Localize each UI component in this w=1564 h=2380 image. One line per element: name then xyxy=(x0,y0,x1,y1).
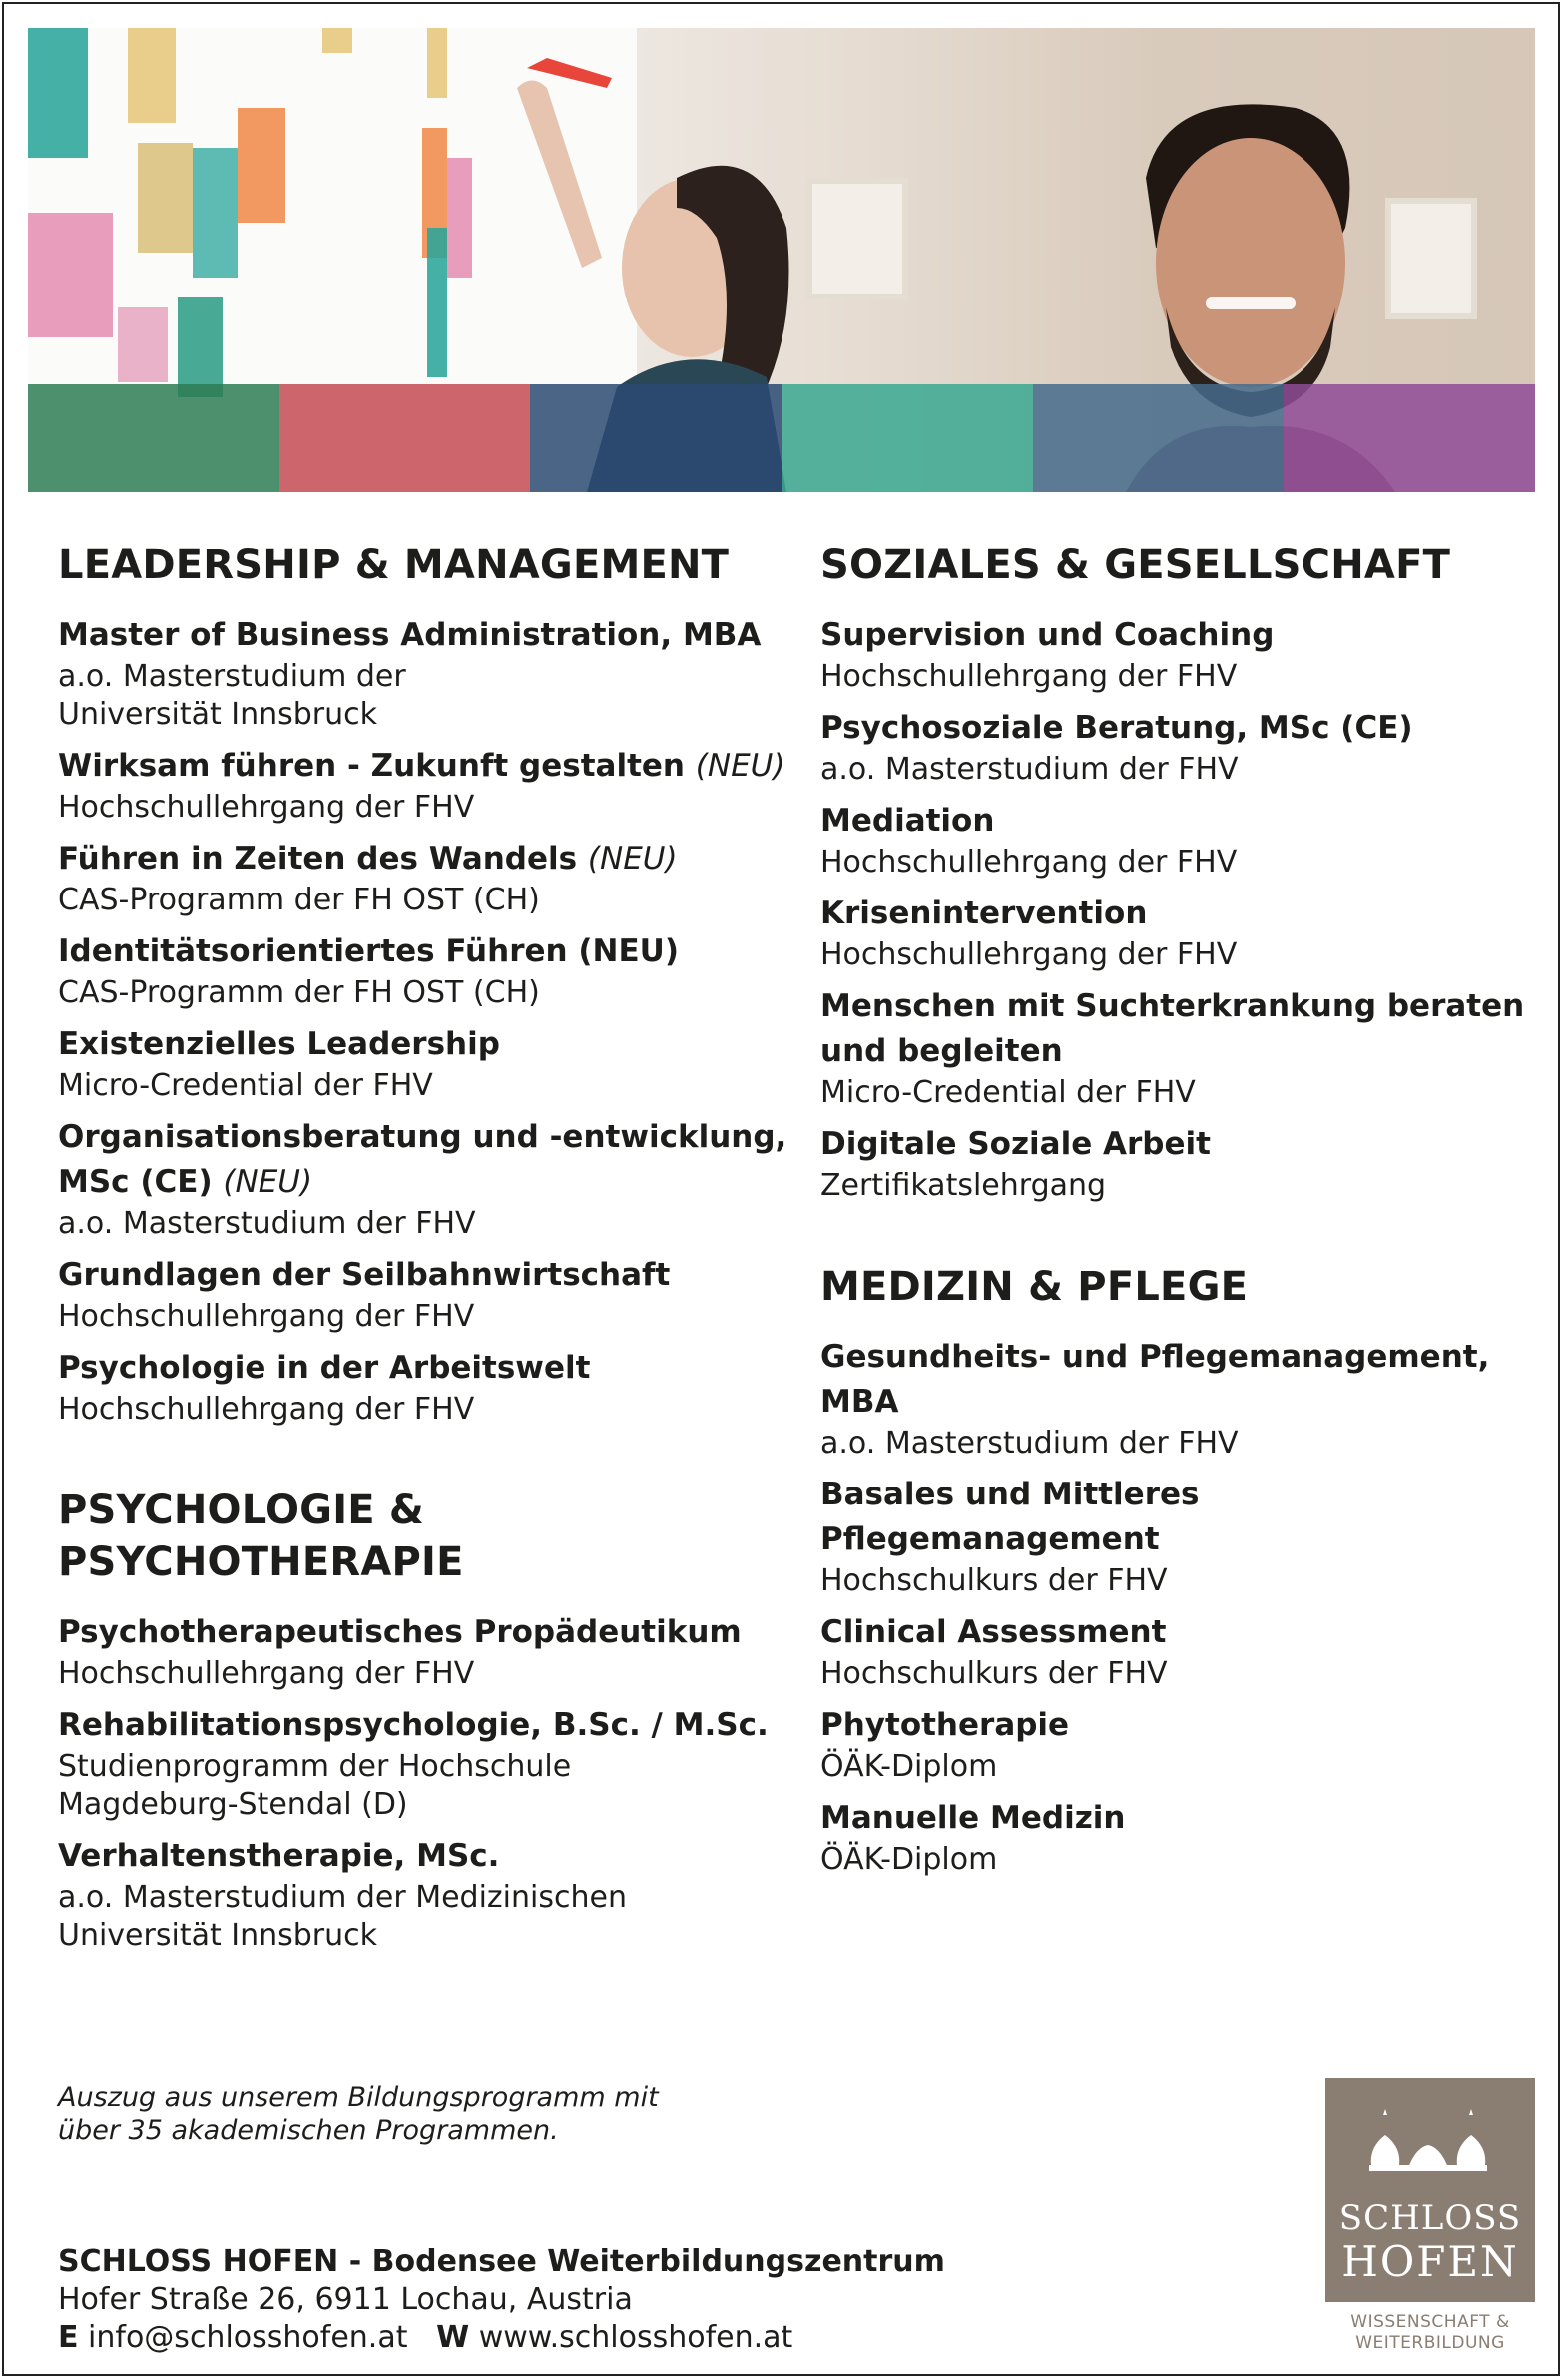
program-item xyxy=(820,613,1539,696)
program-title-text: Identitätsorientiertes Führen (NEU) xyxy=(58,933,679,969)
program-title xyxy=(58,613,796,658)
program-description: Studienprogramm der Hochschule xyxy=(58,1749,572,1784)
program-description: Micro-Credential der FHV xyxy=(58,1068,433,1103)
program-description: Hochschullehrgang der FHV xyxy=(58,1656,475,1691)
program-description: a.o. Masterstudium der xyxy=(58,659,406,694)
program-title xyxy=(58,1115,796,1205)
program-title xyxy=(820,1122,1539,1167)
program-title-text: Psychotherapeutisches Propädeutikum xyxy=(58,1614,742,1650)
program-description: CAS-Programm der FH OST (CH) xyxy=(58,883,540,917)
program-item xyxy=(58,613,796,734)
program-item xyxy=(820,706,1539,789)
program-section xyxy=(820,1261,1539,1879)
program-title-text: Organisationsberatung und -entwicklung, MSc (CE) xyxy=(58,1119,787,1200)
sticky-note xyxy=(28,28,88,158)
program-item xyxy=(58,1703,796,1824)
program-title-text: Psychologie in der Arbeitswelt xyxy=(58,1350,591,1386)
program-title xyxy=(58,1610,796,1655)
program-title-text: Psychosoziale Beratung, MSc (CE) xyxy=(820,710,1413,746)
program-title xyxy=(820,984,1539,1074)
program-section xyxy=(58,1485,796,1955)
sticky-note xyxy=(193,148,238,278)
program-description: a.o. Masterstudium der FHV xyxy=(820,1426,1239,1461)
left-column xyxy=(58,539,796,1965)
program-description: ÖÄK-Diplom xyxy=(820,1842,998,1877)
stripe-green xyxy=(28,384,279,492)
program-title xyxy=(820,613,1539,658)
program-title-text: Verhaltenstherapie, MSc. xyxy=(58,1838,500,1874)
program-item xyxy=(58,1610,796,1693)
program-description: Universität Innsbruck xyxy=(58,1918,378,1953)
sticky-note xyxy=(322,28,352,53)
sticky-note xyxy=(178,298,223,397)
web-label: W xyxy=(436,2320,470,2355)
sticky-note xyxy=(427,228,447,377)
program-title xyxy=(58,1834,796,1879)
footnote-line: über 35 akademischen Programmen. xyxy=(58,2115,559,2146)
program-item xyxy=(58,1115,796,1243)
program-title xyxy=(58,929,796,974)
section-title: SOZIALES & GESELLSCHAFT xyxy=(820,542,1451,588)
program-title xyxy=(58,1346,796,1391)
program-title-text: Digitale Soziale Arbeit xyxy=(820,1126,1211,1162)
program-item xyxy=(58,1346,796,1429)
contact-title: SCHLOSS HOFEN - Bodensee Weiterbildungszentrum xyxy=(58,2244,945,2279)
stripe-blue2 xyxy=(1033,384,1285,492)
email-label: E xyxy=(58,2320,79,2355)
program-title-text: Krisenintervention xyxy=(820,895,1148,931)
program-title-text: Wirksam führen - Zukunft gestalten xyxy=(58,748,685,784)
program-item xyxy=(58,1834,796,1955)
schloss-hofen-logo xyxy=(1325,2078,1535,2302)
logo-line-1: SCHLOSS xyxy=(1338,2198,1522,2238)
program-item xyxy=(820,1796,1539,1879)
logo-tagline-1: WISSENSCHAFT & xyxy=(1350,2312,1510,2332)
right-column xyxy=(820,539,1539,1889)
program-title xyxy=(820,1335,1539,1425)
new-badge: (NEU) xyxy=(695,748,785,784)
section-title: LEADERSHIP & MANAGEMENT xyxy=(58,542,730,588)
program-title-text: Menschen mit Suchterkrankung beraten und begleiten xyxy=(820,988,1525,1069)
program-title xyxy=(820,1473,1539,1562)
program-description: Magdeburg-Stendal (D) xyxy=(58,1787,408,1822)
contact-block xyxy=(58,2243,1056,2357)
program-description: a.o. Masterstudium der FHV xyxy=(820,752,1239,787)
program-description: CAS-Programm der FH OST (CH) xyxy=(58,975,540,1010)
section-title: PSYCHOLOGIE & PSYCHOTHERAPIE xyxy=(58,1488,464,1585)
footnote-line: Auszug aus unserem Bildungsprogramm mit xyxy=(58,2082,659,2113)
program-item xyxy=(820,1610,1539,1693)
program-title-text: Rehabilitationspsychologie, B.Sc. / M.Sc. xyxy=(58,1707,769,1743)
program-item xyxy=(820,1122,1539,1205)
web-link[interactable]: www.schlosshofen.at xyxy=(478,2320,793,2355)
program-section xyxy=(820,539,1539,1205)
hero-image xyxy=(28,28,1535,492)
new-badge: (NEU) xyxy=(223,1164,313,1200)
sticky-note xyxy=(128,28,176,123)
program-item xyxy=(820,799,1539,882)
program-title xyxy=(820,1703,1539,1748)
program-title xyxy=(820,706,1539,751)
program-title xyxy=(58,1253,796,1298)
program-title xyxy=(820,799,1539,844)
program-description: Hochschullehrgang der FHV xyxy=(820,937,1238,972)
program-description: Hochschullehrgang der FHV xyxy=(58,1392,475,1427)
program-item xyxy=(58,837,796,919)
program-item xyxy=(58,929,796,1012)
contact-links xyxy=(58,2319,1056,2357)
stripe-red xyxy=(279,384,531,492)
program-description: Hochschulkurs der FHV xyxy=(820,1563,1168,1598)
program-title xyxy=(820,1610,1539,1655)
program-title-text: Master of Business Administration, MBA xyxy=(58,617,762,653)
program-item xyxy=(58,1253,796,1336)
sticky-note xyxy=(28,213,113,337)
logo-line-2: HOFEN xyxy=(1341,2237,1519,2286)
program-item xyxy=(820,892,1539,974)
email-link[interactable]: info@schlosshofen.at xyxy=(88,2320,408,2355)
program-item xyxy=(58,1022,796,1105)
program-title xyxy=(58,1022,796,1067)
program-description: a.o. Masterstudium der FHV xyxy=(58,1206,476,1241)
program-title-text: Existenzielles Leadership xyxy=(58,1026,500,1062)
program-title-text: Basales und Mittleres Pflegemanagement xyxy=(820,1477,1200,1557)
program-description: ÖÄK-Diplom xyxy=(820,1749,998,1784)
sticky-note xyxy=(447,158,472,278)
new-badge: (NEU) xyxy=(587,841,678,877)
stripe-teal xyxy=(782,384,1033,492)
program-description: Hochschullehrgang der FHV xyxy=(820,845,1238,880)
program-description: Hochschullehrgang der FHV xyxy=(58,1299,475,1334)
section-title: MEDIZIN & PFLEGE xyxy=(820,1264,1249,1310)
program-item xyxy=(820,1703,1539,1786)
program-description: Hochschullehrgang der FHV xyxy=(820,659,1238,694)
program-description: Hochschullehrgang der FHV xyxy=(58,790,475,825)
program-title-text: Grundlagen der Seilbahnwirtschaft xyxy=(58,1257,671,1293)
program-title xyxy=(820,892,1539,936)
program-title xyxy=(58,744,796,789)
footnote xyxy=(58,2082,757,2147)
program-title-text: Gesundheits- und Pflegemanagement, MBA xyxy=(820,1339,1490,1420)
program-description: a.o. Masterstudium der Medizinischen xyxy=(58,1880,627,1915)
program-description: Micro-Credential der FHV xyxy=(820,1075,1196,1110)
program-title-text: Mediation xyxy=(820,803,995,839)
color-stripes xyxy=(28,384,1535,492)
program-item xyxy=(820,1473,1539,1600)
program-description: Universität Innsbruck xyxy=(58,697,378,732)
program-description: Hochschulkurs der FHV xyxy=(820,1656,1168,1691)
program-section xyxy=(58,539,796,1429)
program-title-text: Phytotherapie xyxy=(820,1707,1070,1743)
program-title-text: Supervision und Coaching xyxy=(820,617,1275,653)
sticky-note xyxy=(427,28,447,98)
program-description: Zertifikatslehrgang xyxy=(820,1168,1107,1203)
program-item xyxy=(820,984,1539,1112)
logo-tagline xyxy=(1325,2312,1535,2354)
program-title-text: Führen in Zeiten des Wandels xyxy=(58,841,578,877)
program-title xyxy=(58,1703,796,1748)
program-title-text: Manuelle Medizin xyxy=(820,1800,1126,1836)
stripe-purple xyxy=(1284,384,1535,492)
program-title xyxy=(58,837,796,882)
logo-tagline-2: WEITERBILDUNG xyxy=(1355,2333,1505,2353)
sticky-note xyxy=(138,143,193,253)
program-title-text: Clinical Assessment xyxy=(820,1614,1167,1650)
stripe-blue xyxy=(530,384,782,492)
sticky-note xyxy=(118,307,168,382)
program-title xyxy=(820,1796,1539,1841)
sticky-note xyxy=(238,108,285,223)
program-item xyxy=(820,1335,1539,1463)
program-item xyxy=(58,744,796,827)
castle-icon xyxy=(1365,2095,1495,2195)
contact-street: Hofer Straße 26, 6911 Lochau, Austria xyxy=(58,2282,633,2317)
